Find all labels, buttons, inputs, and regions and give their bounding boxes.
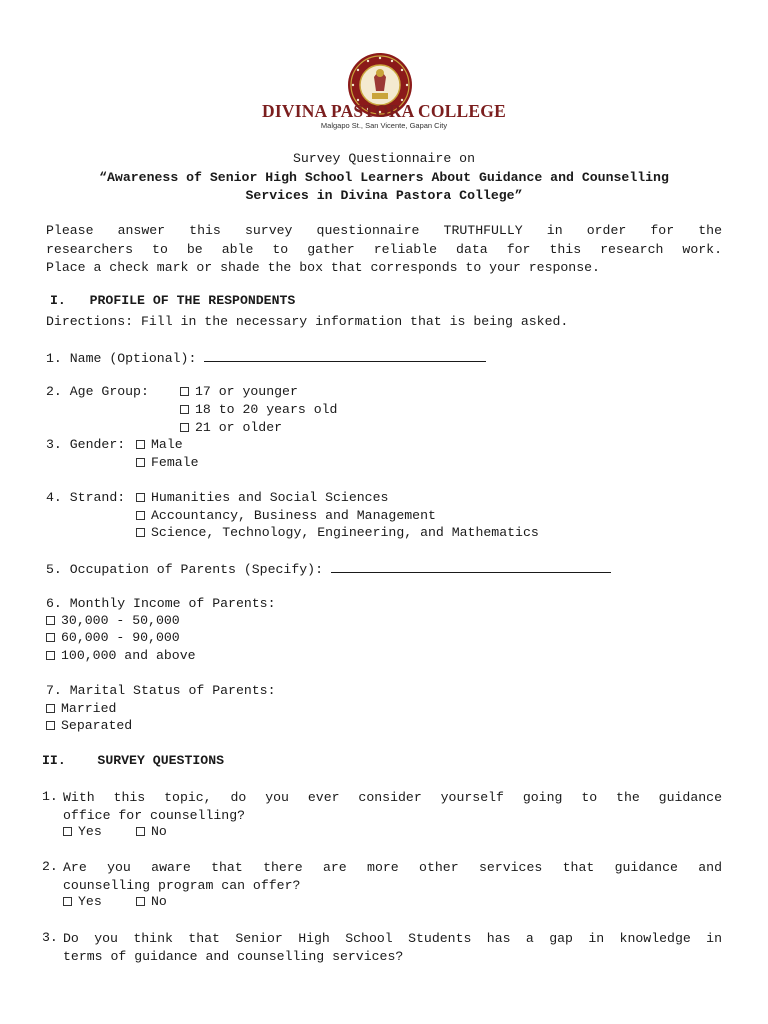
income-question bbox=[46, 596, 276, 611]
item-number: 5. bbox=[46, 562, 62, 577]
checkbox-icon[interactable] bbox=[180, 405, 189, 414]
question-text-line1: With this topic, do you ever consider yourself going to the guidance bbox=[63, 790, 722, 805]
income-option-2[interactable] bbox=[46, 630, 180, 645]
occupation-question bbox=[46, 560, 611, 577]
option-label: Male bbox=[151, 437, 183, 452]
name-input-line[interactable] bbox=[204, 349, 486, 362]
option-label: Yes bbox=[78, 894, 102, 909]
item-number: 2. bbox=[46, 384, 62, 399]
instructions-line2: researchers to be able to gather reliable data for this research work. bbox=[46, 241, 722, 257]
item-number: 6. bbox=[46, 596, 62, 611]
checkbox-icon[interactable] bbox=[136, 528, 145, 537]
strand-option-2[interactable] bbox=[136, 508, 436, 523]
marital-option-1[interactable] bbox=[46, 701, 116, 716]
option-label: Accountancy, Business and Management bbox=[151, 508, 436, 523]
section1-number: I. bbox=[50, 293, 66, 308]
checkbox-icon[interactable] bbox=[136, 440, 145, 449]
occupation-label: Occupation of Parents (Specify): bbox=[69, 562, 323, 577]
question-text-line2: terms of guidance and counselling services? bbox=[63, 948, 404, 964]
question-1 bbox=[63, 789, 722, 824]
checkbox-icon[interactable] bbox=[63, 827, 72, 836]
checkbox-icon[interactable] bbox=[136, 827, 145, 836]
age-option-3[interactable] bbox=[180, 420, 282, 435]
age-option-2[interactable] bbox=[180, 402, 337, 417]
question-2 bbox=[63, 859, 722, 894]
option-label: Humanities and Social Sciences bbox=[151, 490, 389, 505]
item-number: 3. bbox=[46, 437, 62, 452]
option-label: No bbox=[151, 824, 167, 839]
q1-yes-option[interactable] bbox=[63, 824, 102, 839]
checkbox-icon[interactable] bbox=[180, 387, 189, 396]
option-label: Science, Technology, Engineering, and Mathematics bbox=[151, 525, 539, 540]
item-number: 1. bbox=[46, 351, 62, 366]
name-label: Name (Optional): bbox=[69, 351, 197, 366]
checkbox-icon[interactable] bbox=[46, 633, 55, 642]
option-label: No bbox=[151, 894, 167, 909]
checkbox-icon[interactable] bbox=[46, 704, 55, 713]
checkbox-icon[interactable] bbox=[136, 897, 145, 906]
question-text-line2: counselling program can offer? bbox=[63, 877, 301, 893]
gender-label: Gender: bbox=[69, 437, 126, 452]
survey-title: Survey Questionnaire on bbox=[292, 151, 476, 166]
q1-no-option[interactable] bbox=[136, 824, 167, 839]
gender-question bbox=[46, 437, 125, 452]
checkbox-icon[interactable] bbox=[136, 493, 145, 502]
name-question bbox=[46, 349, 486, 366]
question-3 bbox=[63, 930, 722, 965]
marital-option-2[interactable] bbox=[46, 718, 132, 733]
question-text-line2: office for counselling? bbox=[63, 807, 246, 823]
strand-option-3[interactable] bbox=[136, 525, 539, 540]
question-number: 2. bbox=[42, 859, 58, 874]
question-text-line1: Are you aware that there are more other services that guidance and bbox=[63, 860, 722, 875]
section2-title: SURVEY QUESTIONS bbox=[97, 753, 225, 768]
q2-yes-option[interactable] bbox=[63, 894, 102, 909]
strand-question bbox=[46, 490, 125, 505]
checkbox-icon[interactable] bbox=[136, 458, 145, 467]
item-number: 4. bbox=[46, 490, 62, 505]
instructions-line3: Place a check mark or shade the box that corresponds to your response. bbox=[46, 260, 600, 275]
question-text-line1: Do you think that Senior High School Students has a gap in knowledge in bbox=[63, 931, 722, 946]
age-option-1[interactable] bbox=[180, 384, 298, 399]
survey-topic-line2: Services in Divina Pastora College” bbox=[245, 188, 523, 203]
college-name: DIVINA PASTORA COLLEGE bbox=[262, 101, 506, 121]
section1-title: PROFILE OF THE RESPONDENTS bbox=[89, 293, 296, 308]
income-option-1[interactable] bbox=[46, 613, 180, 628]
checkbox-icon[interactable] bbox=[46, 721, 55, 730]
occupation-input-line[interactable] bbox=[331, 560, 611, 573]
instructions bbox=[46, 222, 722, 278]
checkbox-icon[interactable] bbox=[46, 616, 55, 625]
option-label: 60,000 - 90,000 bbox=[61, 630, 180, 645]
section1-directions: Directions: Fill in the necessary information that is being asked. bbox=[46, 314, 569, 329]
marital-question bbox=[46, 683, 276, 698]
question-number: 1. bbox=[42, 789, 58, 804]
option-label: Yes bbox=[78, 824, 102, 839]
college-address: Malgapo St., San Vicente, Gapan City bbox=[320, 121, 448, 130]
checkbox-icon[interactable] bbox=[63, 897, 72, 906]
option-label: Married bbox=[61, 701, 117, 716]
option-label: Female bbox=[151, 455, 199, 470]
section2-number: II. bbox=[42, 753, 66, 768]
question-number: 3. bbox=[42, 930, 58, 945]
checkbox-icon[interactable] bbox=[180, 423, 189, 432]
survey-topic-line1: “Awareness of Senior High School Learners About Guidance and Counselling bbox=[99, 170, 669, 185]
checkbox-icon[interactable] bbox=[136, 511, 145, 520]
gender-option-2[interactable] bbox=[136, 455, 198, 470]
option-label: 30,000 - 50,000 bbox=[61, 613, 180, 628]
section2-heading bbox=[42, 753, 224, 768]
income-label: Monthly Income of Parents: bbox=[69, 596, 276, 611]
marital-label: Marital Status of Parents: bbox=[69, 683, 276, 698]
instructions-line1: Please answer this survey questionnaire TRUTHFULLY in order for the bbox=[46, 223, 722, 238]
age-question bbox=[46, 384, 149, 399]
q2-no-option[interactable] bbox=[136, 894, 167, 909]
strand-option-1[interactable] bbox=[136, 490, 388, 505]
income-option-3[interactable] bbox=[46, 648, 196, 663]
gender-option-1[interactable] bbox=[136, 437, 183, 452]
strand-label: Strand: bbox=[69, 490, 126, 505]
option-label: 17 or younger bbox=[195, 384, 298, 399]
item-number: 7. bbox=[46, 683, 62, 698]
age-label: Age Group: bbox=[69, 384, 149, 399]
checkbox-icon[interactable] bbox=[46, 651, 55, 660]
option-label: Separated bbox=[61, 718, 133, 733]
option-label: 21 or older bbox=[195, 420, 283, 435]
section1-heading bbox=[50, 293, 295, 308]
option-label: 18 to 20 years old bbox=[195, 402, 338, 417]
option-label: 100,000 and above bbox=[61, 648, 196, 663]
